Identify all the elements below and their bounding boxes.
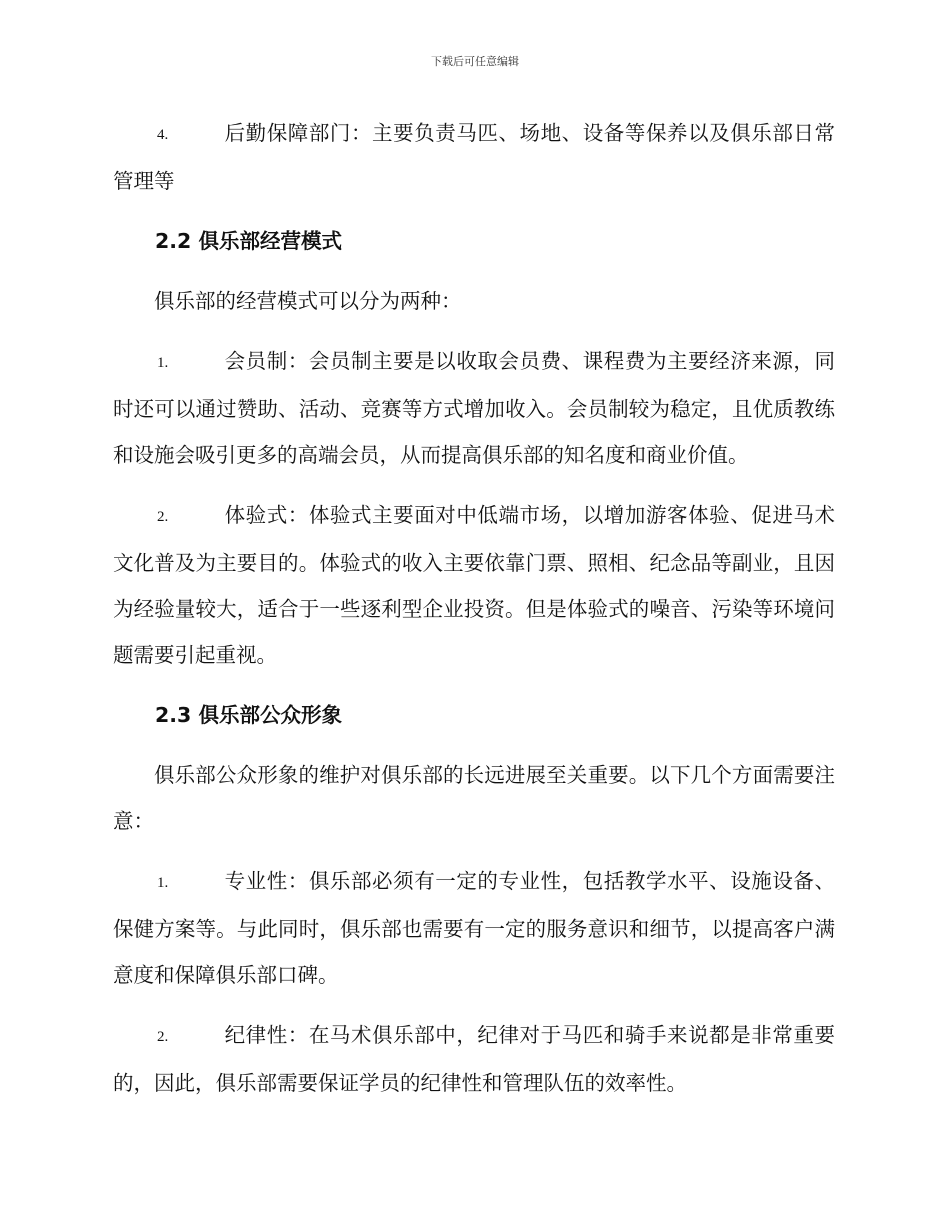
list-number: 4. — [157, 127, 169, 143]
document-body — [113, 110, 835, 1120]
list-item-professional — [113, 858, 835, 998]
list-number: 2. — [157, 509, 169, 525]
list-item-text: 专业性：俱乐部必须有一定的专业性，包括教学水平、设施设备、保健方案等。与此同时，俱乐部也需要有一定的服务意识和细节，以提高客户满意度和保障俱乐部口碑。 — [113, 869, 835, 987]
section-heading-2-2: 2.2 俱乐部经营模式 — [155, 229, 342, 253]
section-intro-2-2: 俱乐部的经营模式可以分为两种： — [154, 289, 462, 313]
list-number: 1. — [157, 355, 169, 371]
list-item-text: 纪律性：在马术俱乐部中，纪律对于马匹和骑手来说都是非常重要的，因此，俱乐部需要保证学员的纪律性和管理队伍的效率性。 — [113, 1023, 835, 1095]
list-item-discipline — [113, 1012, 835, 1106]
list-item-logistics — [113, 110, 835, 204]
list-item-experience — [113, 492, 835, 678]
list-number: 1. — [157, 875, 169, 891]
list-item-membership — [113, 338, 835, 478]
section-heading-2-3: 2.3 俱乐部公众形象 — [155, 703, 342, 727]
list-item-text: 会员制：会员制主要是以收取会员费、课程费为主要经济来源，同时还可以通过赞助、活动、竞赛等方式增加收入。会员制较为稳定，且优质教练和设施会吸引更多的高端会员，从而提高俱乐部的知名度和商业价值。 — [113, 349, 835, 467]
list-item-text: 后勤保障部门：主要负责马匹、场地、设备等保养以及俱乐部日常管理等 — [113, 121, 835, 193]
page-header: 下载后可任意编辑 — [431, 55, 519, 68]
list-item-text: 体验式：体验式主要面对中低端市场，以增加游客体验、促进马术文化普及为主要目的。体验式的收入主要依靠门票、照相、纪念品等副业，且因为经验量较大，适合于一些逐利型企业投资。但是体验式的噪音、污染等环境问题需要引起重视。 — [113, 503, 835, 667]
list-number: 2. — [157, 1029, 169, 1045]
section-intro-2-3: 俱乐部公众形象的维护对俱乐部的长远进展至关重要。以下几个方面需要注意： — [113, 763, 835, 833]
